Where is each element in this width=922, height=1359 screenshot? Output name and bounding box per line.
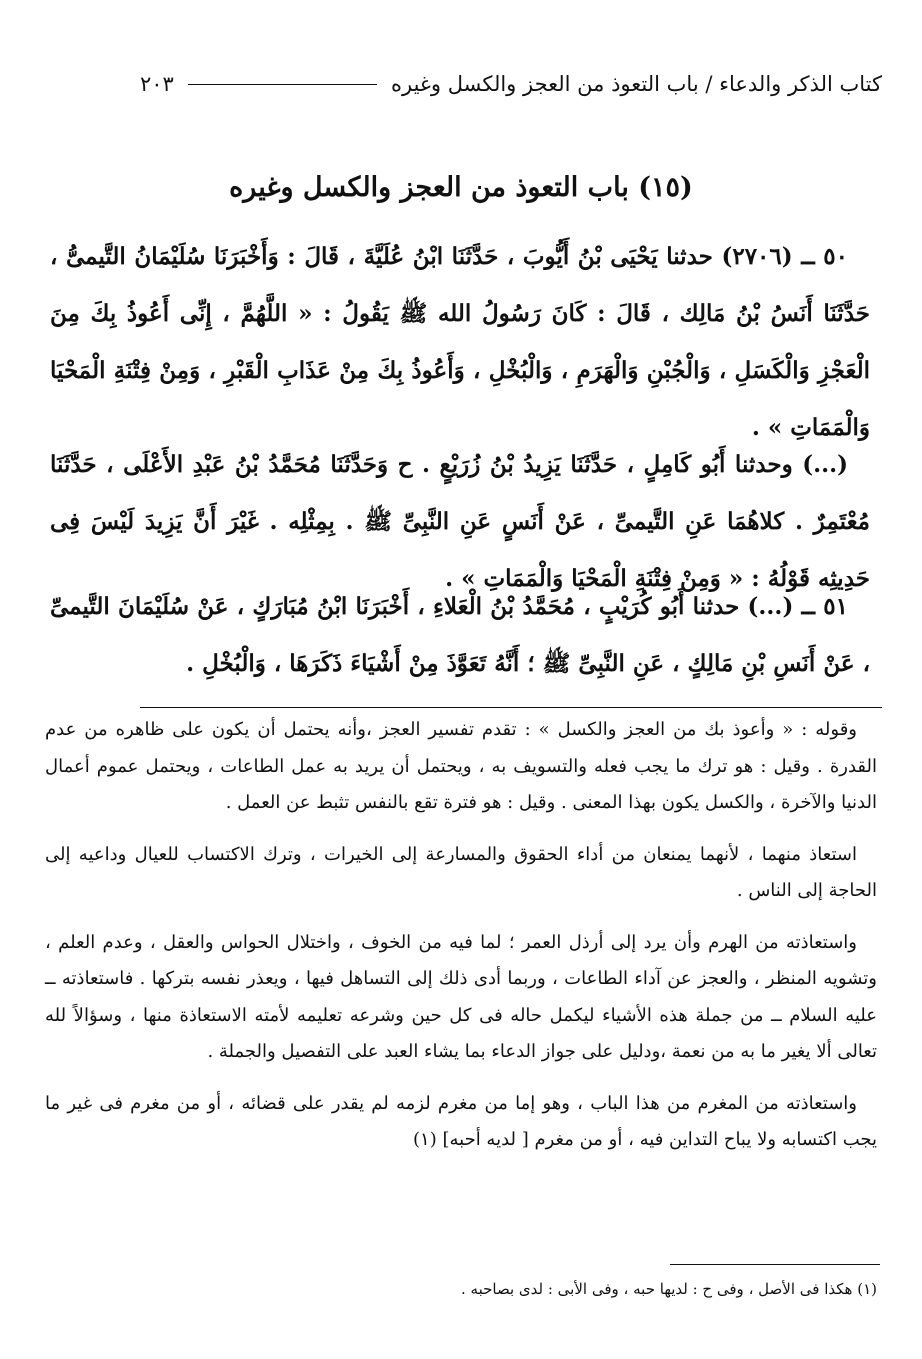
hadith-51 (50, 578, 870, 692)
commentary-paragraph: واستعاذته من الهرم وأن يرد إلى أرذل العمر ؛ لما فيه من الخوف ، واختلال الحواس والعقل ، وعدم العلم ، وتشويه المنظر ، والعجز عن آداء الطاعات ، وربما أدى ذلك إلى التساهل فيها ، ويعذر نفسه بتركها . فاستعاذته ــ عليه السلام ــ من جملة هذه الأشياء ليكمل حاله فى كل حين وشرعه تعليمه لأمته الاستعاذة منها ، وسؤالاً لله تعالى ألا يغير ما به من نعمة ،ودليل على جواز الدعاء بما يشاء العبد على التفصيل والجملة . (45, 931, 877, 1062)
header-rule (188, 84, 377, 85)
section-divider (140, 707, 882, 708)
chapter-title: (١٥) باب التعوذ من العجز والكسل وغيره (229, 172, 693, 203)
commentary-paragraph: وقوله : « وأعوذ بك من العجز والكسل » : تقدم تفسير العجز ،وأنه يحتمل أن يكون على ظاهره من عدم القدرة . وقيل : هو ترك ما يجب فعله والتسويف به ، ويحتمل أن يريد به عمل الطاعات ، ويحتمل عموم أعمال الدنيا والآخرة ، والكسل يكون بهذا المعنى . وقيل : هو فترة تقع بالنفس تثبط عن العمل . (45, 719, 877, 813)
hadith-51-text: ٥١ ــ (...) حدثنا أَبُو كُرَيْبٍ ، مُحَمَّدُ بْنُ الْعَلاءِ ، أَخْبَرَنَا ابْنُ مُبَارَكٍ ، عَنْ سُلَيْمَانَ التَّيمىِّ ، عَنْ أَنَسِ بْنِ مَالِكٍ ، عَنِ النَّبِىِّ ﷺ ؛ أَنَّهُ تَعَوَّذَ مِنْ أَشْيَاءَ ذَكَرَهَا ، وَالْبُخْلِ . (50, 593, 870, 677)
running-header (140, 66, 882, 102)
hadith-50-text: ٥٠ ــ (٢٧٠٦) حدثنا يَحْيَى بْنُ أَيُّوبَ ، حَدَّثَنَا ابْنُ عُلَيَّةَ ، قَالَ : وَأَخْبَرَنَا سُلَيْمَانُ التَّيمىُّ ، حَدَّثَنَا أَنَسُ بْنُ مَالِك ، قَالَ : كَانَ رَسُولُ الله ﷺ يَقُولُ : « اللَّهُمَّ ، إِنِّى أَعُوذُ بِكَ مِنَ الْعَجْزِ وَالْكَسَلِ ، وَالْجُبْنِ وَالْهَرَمِ ، وَالْبُخْلِ ، وَأَعُوذُ بِكَ مِنْ عَذَابِ الْقَبْرِ ، وَمِنْ فِتْنَةِ الْمَحْيَا وَالْمَمَاتِ » . (50, 243, 870, 441)
footnote-divider (670, 1264, 880, 1265)
footnote: (١) هكذا فى الأصل ، وفى ح : لديها حبه ، وفى الأبى : لدى بصاحبه . (461, 1280, 877, 1298)
page-number: ٢٠٣ (140, 72, 174, 96)
running-title: كتاب الذكر والدعاء / باب التعوذ من العجز والكسل وغيره (390, 72, 882, 96)
commentary-paragraph: استعاذ منهما ، لأنهما يمنعان من أداء الحقوق والمسارعة إلى الخيرات ، وترك الاكتساب للعيال وداعيه إلى الحاجة إلى الناس . (45, 843, 877, 901)
commentary (45, 712, 877, 1174)
commentary-paragraph: واستعاذته من المغرم من هذا الباب ، وهو إما من مغرم لزمه لم يقدر على قضائه ، أو من مغرم فى غير ما يجب اكتسابه ولا يباح التداين فيه ، أو من مغرم [ لديه أحبه] (١) (45, 1092, 877, 1150)
hadith-50 (50, 228, 870, 456)
hadith-50-variant-text: (...) وحدثنا أَبُو كَامِلٍ ، حَدَّثَنَا يَزِيدُ بْنُ زُرَيْعٍ . ح وَحَدَّثَنَا مُحَمَّدُ بْنُ عَبْدِ الأَعْلَى ، حَدَّثَنَا مُعْتَمِرٌ . كلاهُمَا عَنِ التَّيمىِّ ، عَنْ أَنَسٍ عَنِ النَّبِىِّ ﷺ . بِمِثْلِه . غَيْرَ أَنَّ يَزِيدَ لَيْسَ فِى حَدِيثِه قَوْلُهُ : « وَمِنْ فِتْنَةِ الْمَحْيَا وَالْمَمَاتِ » . (50, 451, 870, 592)
